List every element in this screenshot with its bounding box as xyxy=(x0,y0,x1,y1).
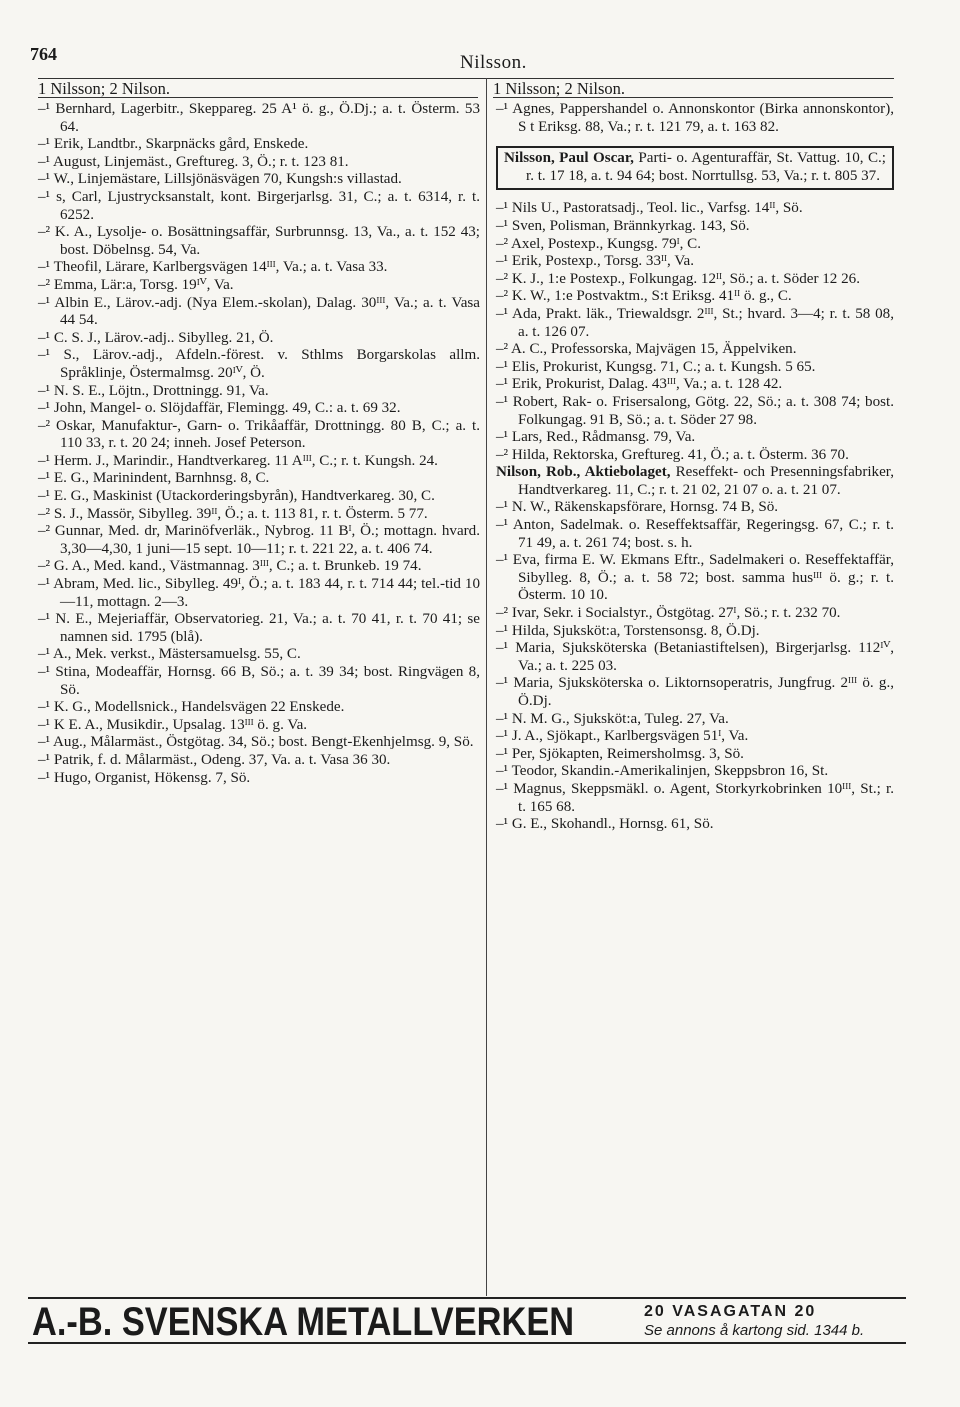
banner-address: 20 VASAGATAN 20 xyxy=(644,1303,817,1320)
directory-entry: –² K. A., Lysolje- o. Bosättningsaffär, Surbrunnsg. 13, Va., a. t. 152 43; bost. Döbelnsg. 54, Va. xyxy=(38,224,480,258)
directory-entry: –² S. J., Massör, Sibylleg. 39ᴵᴵ, Ö.; a. t. 113 81, r. t. Österm. 5 77. xyxy=(38,505,428,522)
directory-entry: –² Hilda, Rektorska, Greftureg. 41, Ö.; a. t. Österm. 36 70. xyxy=(496,446,849,463)
left-column-header: 1 Nilsson; 2 Nilson. xyxy=(38,79,171,98)
directory-entry: –¹ J. A., Sjökapt., Karlbergsvägen 51ᴵ, Va. xyxy=(496,728,749,745)
directory-entry: –¹ Erik, Postexp., Torsg. 33ᴵᴵ, Va. xyxy=(496,253,695,270)
directory-entry: –² Emma, Lär:a, Torsg. 19ᴵⱽ, Va. xyxy=(38,276,234,293)
left-column-header-rule xyxy=(38,97,478,98)
directory-entry: –¹ S., Lärov.-adj., Afdeln.-förest. v. Sthlms Borgarskolas allm. Språklinje, Östermalmsg. 20ᴵⱽ, Ö. xyxy=(38,347,480,381)
directory-entry: –¹ A., Mek. verkst., Mästersamuelsg. 55, C. xyxy=(38,646,301,663)
directory-entry: –² G. A., Med. kand., Västmannag. 3ᴵᴵᴵ, C.; a. t. Brunkeb. 19 74. xyxy=(38,558,422,575)
directory-entry: –² K. W., 1:e Postvaktm., S:t Eriksg. 41ᴵᴵ ö. g., C. xyxy=(496,288,792,305)
directory-entry: –¹ Hugo, Organist, Hökensg. 7, Sö. xyxy=(38,769,251,786)
advertisement-text: Parti- o. Agenturaffär, St. Vattug. 10, C.; r. t. 17 18, a. t. 94 64; bost. Norrtullsg. 53, Va.; r. t. 805 37. xyxy=(526,150,886,184)
column-divider xyxy=(486,78,487,1296)
directory-entry: –¹ Maria, Sjuksköterska o. Liktornsoperatris, Jungfrug. 2ᴵᴵᴵ ö. g., Ö.Dj. xyxy=(496,675,894,709)
directory-entry: –¹ N. E., Mejeriaffär, Observatorieg. 21, Va.; a. t. 70 41, r. t. 70 41; se namnen sid. 1795 (blå). xyxy=(38,611,480,645)
directory-entry: –² Gunnar, Med. dr, Marinöfverläk., Nybrog. 11 Bᴵ, Ö.; mottagn. hvard. 3,30—4,30, 1 juni—15 sept. 10—11; r. t. 221 22, a. t. 406 74. xyxy=(38,523,480,557)
directory-entry: –¹ Theofil, Lärare, Karlbergsvägen 14ᴵᴵᴵ, Va.; a. t. Vasa 33. xyxy=(38,259,388,276)
directory-head-entry xyxy=(496,464,894,499)
directory-entry: –¹ N. S. E., Löjtn., Drottningg. 91, Va. xyxy=(38,382,269,399)
right-column xyxy=(496,101,894,834)
directory-entry: –² Oskar, Manufaktur-, Garn- o. Trikåaffär, Drottningg. 80 B, C.; a. t. 110 33, r. t. 20 24; inneh. Josef Peterson. xyxy=(38,417,480,452)
directory-entry: –¹ Anton, Sadelmak. o. Reseffektsaffär, Regeringsg. 67, C.; r. t. 71 49, a. t. 261 74; bost. s. h. xyxy=(496,517,894,551)
directory-entry: –¹ August, Linjemäst., Greftureg. 3, Ö.; r. t. 123 81. xyxy=(38,153,349,170)
directory-entry: –¹ Erik, Prokurist, Dalag. 43ᴵᴵᴵ, Va.; a. t. 128 42. xyxy=(496,376,783,393)
directory-entry: –¹ Aug., Målarmäst., Östgötag. 34, Sö.; bost. Bengt-Ekenhjelmsg. 9, Sö. xyxy=(38,734,474,751)
head-entry-name: Nilson, Rob., Aktiebolaget, xyxy=(496,464,671,481)
directory-entry: –¹ N. M. G., Sjuksköt:a, Tuleg. 27, Va. xyxy=(496,710,729,727)
running-head: Nilsson. xyxy=(460,52,527,73)
left-column xyxy=(38,101,480,787)
advertisement-name: Nilsson, Paul Oscar, xyxy=(504,150,634,167)
directory-entry: –¹ E. G., Marinindent, Barnhnsg. 8, C. xyxy=(38,470,270,487)
directory-entry: –¹ C. S. J., Lärov.-adj.. Sibylleg. 21, Ö. xyxy=(38,329,274,346)
directory-entry: –¹ Elis, Prokurist, Kungsg. 71, C.; a. t. Kungsh. 5 65. xyxy=(496,358,816,375)
directory-entry: –¹ John, Mangel- o. Slöjdaffär, Flemingg. 49, C.: a. t. 69 32. xyxy=(38,400,401,417)
directory-entry: –¹ Agnes, Pappershandel o. Annonskontor (Birka annonskontor), S t Eriksg. 88, Va.; r. t. 121 79, a. t. 163 82. xyxy=(496,101,894,135)
directory-entry: –¹ Eva, firma E. W. Ekmans Eftr., Sadelmakeri o. Reseffektaffär, Sibylleg. 8, Ö.; a. t. 58 72; bost. samma husᴵᴵᴵ ö. g.; r. t. Österm. 10 10. xyxy=(496,552,894,604)
directory-entry: –¹ Bernhard, Lagerbitr., Skeppareg. 25 A¹ ö. g., Ö.Dj.; a. t. Österm. 53 64. xyxy=(38,101,480,135)
advertisement-box xyxy=(496,146,894,190)
head-entry-text: Reseffekt- och Presenningsfabriker, Handtverkareg. 11, C.; r. t. 21 02, 21 07 o. a. t. 21 07. xyxy=(518,464,894,498)
directory-entry: –¹ G. E., Skohandl., Hornsg. 61, Sö. xyxy=(496,816,714,833)
page-number: 764 xyxy=(30,44,57,64)
banner-rule-bottom xyxy=(28,1342,906,1344)
banner-note: Se annons å kartong sid. 1344 b. xyxy=(644,1322,865,1339)
directory-entry: –² K. J., 1:e Postexp., Folkungag. 12ᴵᴵ, Sö.; a. t. Söder 12 26. xyxy=(496,270,860,287)
directory-entry: –¹ Hilda, Sjuksköt:a, Torstensonsg. 8, Ö.Dj. xyxy=(496,622,760,639)
directory-entry: –¹ Lars, Red., Rådmansg. 79, Va. xyxy=(496,429,696,446)
banner-company: A.-B. SVENSKA METALLVERKEN xyxy=(32,1300,575,1344)
directory-entry: –¹ Teodor, Skandin.-Amerikalinjen, Skeppsbron 16, St. xyxy=(496,763,829,780)
directory-entry: –² Axel, Postexp., Kungsg. 79ᴵ, C. xyxy=(496,235,702,252)
directory-entry: –¹ Albin E., Lärov.-adj. (Nya Elem.-skolan), Dalag. 30ᴵᴵᴵ, Va.; a. t. Vasa 44 54. xyxy=(38,294,480,329)
directory-entry: –¹ Maria, Sjuksköterska (Betaniastiftelsen), Birgerjarlsg. 112ᴵⱽ, Va.; a. t. 225 03. xyxy=(496,640,894,674)
directory-entry: –¹ Stina, Modeaffär, Hornsg. 66 B, Sö.; a. t. 39 34; bost. Ringvägen 8, Sö. xyxy=(38,664,480,698)
directory-entry: –¹ Abram, Med. lic., Sibylleg. 49ᴵ, Ö.; a. t. 183 44, r. t. 714 44; tel.-tid 10—11, mottagn. 2—3. xyxy=(38,576,480,610)
right-column-header-rule xyxy=(493,97,893,98)
directory-entry: –¹ Nils U., Pastoratsadj., Teol. lic., Varfsg. 14ᴵᴵ, Sö. xyxy=(496,200,803,217)
directory-entry: –¹ K. G., Modellsnick., Handelsvägen 22 Enskede. xyxy=(38,699,345,716)
directory-entry: –¹ Ada, Prakt. läk., Triewaldsgr. 2ᴵᴵᴵ, St.; hvard. 3—4; r. t. 58 08, a. t. 126 07. xyxy=(496,305,894,340)
directory-entry: –¹ Herm. J., Marindir., Handtverkareg. 11 Aᴵᴵᴵ, C.; r. t. Kungsh. 24. xyxy=(38,452,438,469)
directory-entry: –¹ K E. A., Musikdir., Upsalag. 13ᴵᴵᴵ ö. g. Va. xyxy=(38,716,308,733)
directory-entry: –¹ Robert, Rak- o. Frisersalong, Götg. 22, Sö.; a. t. 308 74; bost. Folkungag. 91 B, Sö.; a. t. Söder 27 98. xyxy=(496,393,894,428)
directory-entry: –¹ Magnus, Skeppsmäkl. o. Agent, Storkyrkobrinken 10ᴵᴵᴵ, St.; r. t. 165 68. xyxy=(496,780,894,815)
directory-entry: –¹ Per, Sjökapten, Reimersholmsg. 3, Sö. xyxy=(496,745,744,762)
banner-rule-top xyxy=(28,1297,906,1299)
directory-entry: –² Ivar, Sekr. i Socialstyr., Östgötag. 27ᴵ, Sö.; r. t. 232 70. xyxy=(496,605,841,622)
advertisement-banner xyxy=(28,1300,906,1342)
directory-entry: –¹ Sven, Polisman, Brännkyrkag. 143, Sö. xyxy=(496,217,750,234)
directory-entry: –¹ Patrik, f. d. Målarmäst., Odeng. 37, Va. a. t. Vasa 36 30. xyxy=(38,751,391,768)
directory-entry: –¹ E. G., Maskinist (Utackorderingsbyrån), Handtverkareg. 30, C. xyxy=(38,488,435,505)
right-column-header: 1 Nilsson; 2 Nilson. xyxy=(493,79,626,98)
directory-entry: –² A. C., Professorska, Majvägen 15, Äppelviken. xyxy=(496,341,797,358)
directory-entry: –¹ N. W., Räkenskapsförare, Hornsg. 74 B, Sö. xyxy=(496,499,779,516)
directory-entry: –¹ W., Linjemästare, Lillsjönäsvägen 70, Kungsh:s villastad. xyxy=(38,171,402,188)
directory-entry: –¹ Erik, Landtbr., Skarpnäcks gård, Enskede. xyxy=(38,136,309,153)
directory-entry: –¹ s, Carl, Ljustrycksanstalt, kont. Birgerjarlsg. 31, C.; a. t. 6314, r. t. 6252. xyxy=(38,188,480,223)
